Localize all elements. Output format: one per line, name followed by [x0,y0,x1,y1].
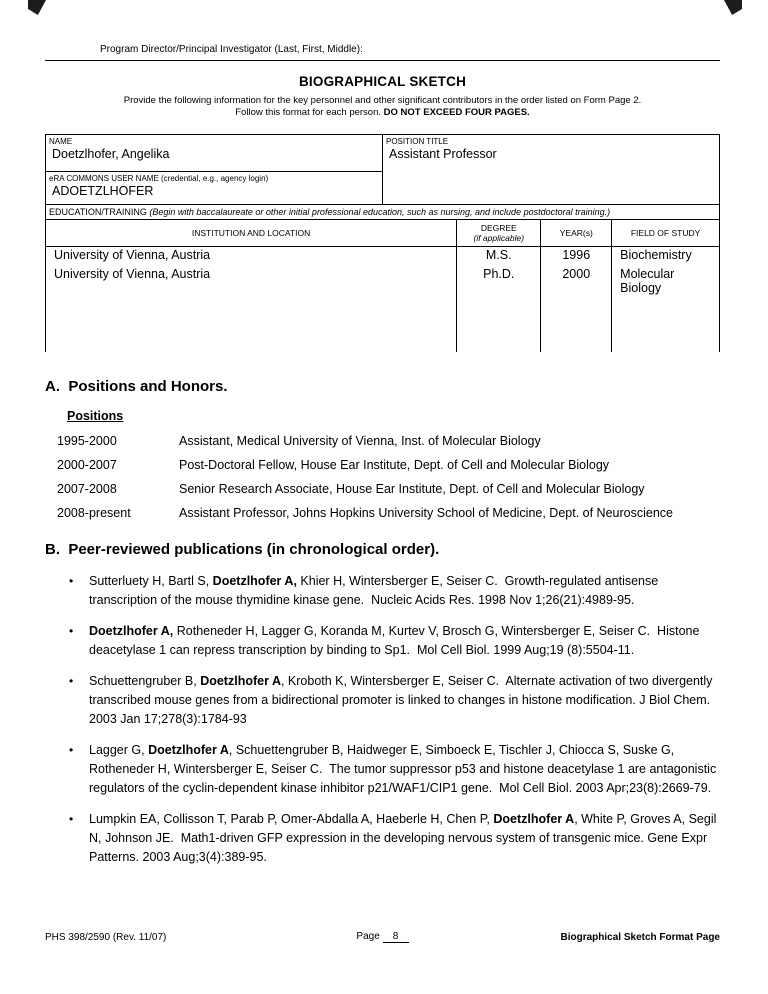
name-value: Doetzlhofer, Angelika [52,147,170,161]
section-b-heading: B. Peer-reviewed publications (in chronological order). [45,540,440,558]
pub-pre: Lagger G, [89,742,149,757]
position-description: Assistant, Medical University of Vienna, Inst. of Molecular Biology [179,433,541,448]
position-years: 2008-present [57,505,131,520]
publication-item [67,622,720,660]
era-username-value: ADOETZLHOFER [52,184,154,198]
publications-list [67,572,720,867]
publication-text [89,624,703,657]
publication-item [67,572,720,610]
footer-form-id: PHS 398/2590 (Rev. 11/07) [45,932,167,943]
header-divider [45,60,720,61]
instructions-line2-normal: Follow this format for each person. [235,107,384,118]
field-cell: Molecular Biology [612,266,720,296]
pub-post: , Kroboth K, Wintersberger E, Seiser C. Alternate activation of two divergently transcribed mouse genes from a bidirectional promoter is linked to changes in histone modification. J Biol Chem. 2003 Jan 17;278(3):1784-93 [89,673,716,726]
pub-bold-author: Doetzlhofer A, [89,623,174,638]
position-years: 2000-2007 [57,457,117,472]
positions-list [57,433,720,521]
pub-pre: Schuettengruber B, [89,673,201,688]
footer-page-label: Page [356,931,380,942]
publication-text [89,812,720,864]
pub-post: , White P, Groves A, Segil N, Johnson JE. Math1-driven GFP expression in the developing nervous system of transgenic mice. Gene Expr Patterns. 2003 Aug;3(4):389-95. [89,811,720,864]
pub-post: Khier H, Wintersberger E, Seiser C. Growth-regulated antisense transcription of the mouse thymidine kinase gene. Nucleic Acids Res. 1998 Nov 1;26(21):4989-95. [89,573,662,607]
instructions [45,95,720,119]
bullet-icon: • [69,623,74,638]
pub-pre: Sutterluety H, Bartl S, [89,573,213,588]
education-empty-row [46,296,720,352]
page-footer [45,931,720,943]
section-b [45,541,720,867]
position-title-label: POSITION TITLE [386,137,449,146]
position-row [57,433,720,449]
bullet-icon: • [69,811,74,826]
position-years: 1995-2000 [57,433,117,448]
section-a [45,378,720,521]
footer-page-number: 8 [383,931,409,943]
position-row [57,457,720,473]
footer-format-label: Biographical Sketch Format Page [560,932,720,943]
publication-item [67,672,720,729]
instructions-line2 [45,107,720,119]
section-a-heading: A. Positions and Honors. [45,377,228,395]
name-label: NAME [49,137,73,146]
position-title-value: Assistant Professor [389,147,497,161]
pub-bold-author: Doetzlhofer A [200,673,281,688]
year-cell: 2000 [541,266,612,296]
education-training-label: EDUCATION/TRAINING [49,207,147,217]
field-cell: Biochemistry [612,247,720,266]
position-row [57,481,720,497]
pub-bold-author: Doetzlhofer A [148,742,229,757]
position-description: Post-Doctoral Fellow, House Ear Institute, Dept. of Cell and Molecular Biology [179,457,610,472]
education-training-banner [46,205,720,220]
education-table [45,204,720,352]
pub-bold-author: Doetzlhofer A, [212,573,297,588]
era-username-label: eRA COMMONS USER NAME (credential, e.g., agency login) [49,174,269,183]
footer-page [270,931,495,943]
education-row [46,247,720,266]
instructions-line2-bold: DO NOT EXCEED FOUR PAGES. [383,107,530,118]
publication-text [89,674,716,726]
institution-header: INSTITUTION AND LOCATION [46,220,457,247]
position-title-cell [383,135,720,205]
position-description: Assistant Professor, Johns Hopkins University School of Medicine, Dept. of Neuroscience [179,505,673,520]
degree-cell: M.S. [457,247,541,266]
bullet-icon: • [69,573,74,588]
publication-text [89,743,720,795]
year-cell: 1996 [541,247,612,266]
pub-pre: Lumpkin EA, Collisson T, Parab P, Omer-Abdalla A, Haeberle H, Chen P, [89,811,494,826]
publication-item [67,810,720,867]
bullet-icon: • [69,673,74,688]
name-cell [46,135,383,172]
institution-cell: University of Vienna, Austria [46,266,457,296]
position-row [57,505,720,521]
year-header: YEAR(s) [541,220,612,247]
education-training-note: (Begin with baccalaureate or other initial professional education, such as nursing, and include postdoctoral training.) [146,207,611,217]
pi-label: Program Director/Principal Investigator (Last, First, Middle): [100,44,363,55]
field-header: FIELD OF STUDY [612,220,720,247]
pub-post: , Schuettengruber B, Haidweger E, Simboeck E, Tischler J, Chiocca S, Suske G, Rotheneder H, Wintersberger E, Seiser C. The tumor suppressor p53 and histone deacetylase 1 are antagonistic regulators of the cyclin-dependent kinase inhibitor p21/WAF1/CIP1 gene. Mol Cell Biol. 2003 Apr;23(8):2669-79. [89,742,720,795]
bullet-icon: • [69,742,74,757]
publication-item [67,741,720,798]
publication-text [89,574,662,607]
positions-subheading: Positions [67,408,124,423]
page-title: BIOGRAPHICAL SKETCH [298,74,467,89]
position-description: Senior Research Associate, House Ear Institute, Dept. of Cell and Molecular Biology [179,481,645,496]
degree-subnote: (if applicable) [473,233,525,243]
degree-header [457,220,541,247]
institution-cell: University of Vienna, Austria [46,247,457,266]
personal-info-table [45,134,720,205]
degree-cell: Ph.D. [457,266,541,296]
pub-post: Rotheneder H, Lagger G, Koranda M, Kurtev V, Brosch G, Wintersberger E, Seiser C. Histone deacetylase 1 can repress transcription by binding to Sp1. Mol Cell Biol. 1999 Aug;19 (8):5504-11. [89,623,703,657]
education-row [46,266,720,296]
pub-bold-author: Doetzlhofer A [493,811,575,826]
degree-header-text: DEGREE [480,223,517,233]
instructions-line1: Provide the following information for the key personnel and other significant contributors in the order listed on Form Page 2. [123,95,642,106]
era-username-cell [46,172,383,205]
position-years: 2007-2008 [57,481,117,496]
